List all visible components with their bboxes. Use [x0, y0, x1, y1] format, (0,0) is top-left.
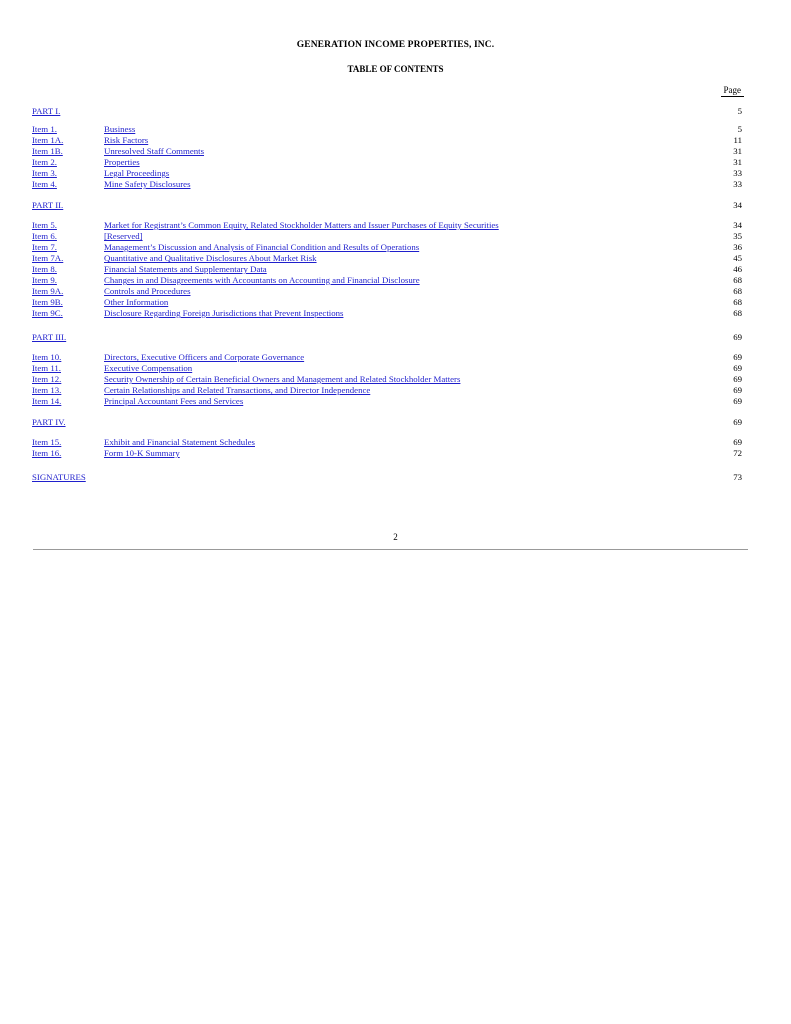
item-title-link[interactable]: Changes in and Disagreements with Accountants on Accounting and Financial Disclosure	[104, 275, 420, 285]
item-title-link[interactable]: Financial Statements and Supplementary Data	[104, 264, 267, 274]
item-title-link[interactable]: Exhibit and Financial Statement Schedules	[104, 437, 255, 447]
item-title-link[interactable]: Security Ownership of Certain Beneficial Owners and Management and Related Stockholder Matters	[104, 374, 461, 384]
page-number: 69	[733, 417, 742, 427]
item-title-link[interactable]: Certain Relationships and Related Transactions, and Director Independence	[104, 385, 371, 395]
page-number: 45	[733, 253, 742, 263]
page-number: 31	[733, 157, 742, 167]
item-number-link[interactable]: Item 7A.	[32, 253, 64, 263]
page-number: 35	[733, 231, 742, 241]
item-title-link[interactable]: Controls and Procedures	[104, 286, 191, 296]
page-number: 46	[733, 264, 742, 274]
toc-row	[32, 264, 742, 275]
part-row	[32, 200, 742, 211]
toc-row	[32, 297, 742, 308]
item-number-link[interactable]: Item 9B.	[32, 297, 63, 307]
footer-divider	[33, 549, 748, 550]
part-row	[32, 106, 742, 117]
item-title-link[interactable]: Directors, Executive Officers and Corporate Governance	[104, 352, 305, 362]
part-link[interactable]: PART IV.	[32, 417, 66, 427]
item-number-link[interactable]: Item 2.	[32, 157, 57, 167]
item-number-link[interactable]: Item 9C.	[32, 308, 63, 318]
toc-row	[32, 352, 742, 363]
page-number: 69	[733, 332, 742, 342]
item-number-link[interactable]: Item 3.	[32, 168, 57, 178]
item-title-link[interactable]: Risk Factors	[104, 135, 149, 145]
page-number: 68	[733, 286, 742, 296]
toc-row	[32, 157, 742, 168]
page-number: 5	[737, 106, 742, 116]
toc-row	[32, 363, 742, 374]
item-number-link[interactable]: Item 1.	[32, 124, 57, 134]
item-title-link[interactable]: Executive Compensation	[104, 363, 193, 373]
toc-row	[32, 437, 742, 448]
toc-row	[32, 448, 742, 459]
item-number-link[interactable]: Item 5.	[32, 220, 57, 230]
item-number-link[interactable]: Item 10.	[32, 352, 62, 362]
company-name: GENERATION INCOME PROPERTIES, INC.	[296, 40, 495, 50]
page-number: 33	[733, 168, 742, 178]
item-title-link[interactable]: Market for Registrant’s Common Equity, Related Stockholder Matters and Issuer Purchases of Equity Securities	[104, 220, 499, 230]
page-number: 34	[733, 200, 742, 210]
item-title-link[interactable]: Unresolved Staff Comments	[104, 146, 205, 156]
item-title-link[interactable]: Other Information	[104, 297, 169, 307]
toc-row	[32, 124, 742, 135]
signatures-row	[32, 472, 742, 483]
part-link[interactable]: PART II.	[32, 200, 64, 210]
part-link[interactable]: PART III.	[32, 332, 67, 342]
item-number-link[interactable]: Item 4.	[32, 179, 57, 189]
page-number: 69	[733, 396, 742, 406]
toc-row	[32, 308, 742, 319]
toc-row	[32, 231, 742, 242]
toc-row	[32, 135, 742, 146]
part-link[interactable]: PART I.	[32, 106, 61, 116]
item-number-link[interactable]: Item 13.	[32, 385, 62, 395]
page-number: 34	[733, 220, 742, 230]
item-title-link[interactable]: Legal Proceedings	[104, 168, 170, 178]
page-number: 69	[733, 363, 742, 373]
item-number-link[interactable]: Item 1A.	[32, 135, 64, 145]
toc-row	[32, 275, 742, 286]
page-number: 72	[733, 448, 742, 458]
item-title-link[interactable]: Disclosure Regarding Foreign Jurisdictions that Prevent Inspections	[104, 308, 344, 318]
toc-row	[32, 220, 742, 231]
toc-row	[32, 253, 742, 264]
page-number: 11	[733, 135, 742, 145]
toc-title: TABLE OF CONTENTS	[347, 64, 444, 74]
item-number-link[interactable]: Item 8.	[32, 264, 57, 274]
item-title-link[interactable]: Form 10-K Summary	[104, 448, 180, 458]
page-number: 68	[733, 308, 742, 318]
toc-row	[32, 396, 742, 407]
item-title-link[interactable]: Properties	[104, 157, 140, 167]
page-number: 69	[733, 352, 742, 362]
item-title-link[interactable]: [Reserved]	[104, 231, 143, 241]
item-title-link[interactable]: Mine Safety Disclosures	[104, 179, 191, 189]
page-number: 33	[733, 179, 742, 189]
toc-row	[32, 374, 742, 385]
item-number-link[interactable]: Item 14.	[32, 396, 62, 406]
page-number: 69	[733, 385, 742, 395]
page-number: 31	[733, 146, 742, 156]
page-number: 69	[733, 437, 742, 447]
part-row	[32, 417, 742, 428]
toc-row	[32, 242, 742, 253]
page-number: 68	[733, 275, 742, 285]
item-number-link[interactable]: Item 6.	[32, 231, 57, 241]
item-number-link[interactable]: Item 1B.	[32, 146, 63, 156]
item-title-link[interactable]: Management’s Discussion and Analysis of Financial Condition and Results of Operations	[104, 242, 420, 252]
page-number: 36	[733, 242, 742, 252]
item-number-link[interactable]: Item 9A.	[32, 286, 64, 296]
item-number-link[interactable]: Item 9.	[32, 275, 57, 285]
part-row	[32, 332, 742, 343]
page-number: 73	[733, 472, 742, 482]
toc-row	[32, 179, 742, 190]
item-title-link[interactable]: Principal Accountant Fees and Services	[104, 396, 244, 406]
page-number: 68	[733, 297, 742, 307]
item-number-link[interactable]: Item 11.	[32, 363, 61, 373]
page-number: 5	[737, 124, 742, 134]
toc-row	[32, 286, 742, 297]
item-number-link[interactable]: Item 7.	[32, 242, 57, 252]
item-number-link[interactable]: Item 16.	[32, 448, 62, 458]
item-number-link[interactable]: Item 12.	[32, 374, 62, 384]
item-title-link[interactable]: Quantitative and Qualitative Disclosures About Market Risk	[104, 253, 317, 263]
footer-page-number: 2	[393, 532, 398, 542]
toc-row	[32, 385, 742, 396]
toc-row	[32, 168, 742, 179]
signatures-link[interactable]: SIGNATURES	[32, 472, 86, 482]
page-number: 69	[733, 374, 742, 384]
toc-row	[32, 146, 742, 157]
page-column-header: Page	[721, 85, 745, 97]
item-title-link[interactable]: Business	[104, 124, 136, 134]
item-number-link[interactable]: Item 15.	[32, 437, 62, 447]
